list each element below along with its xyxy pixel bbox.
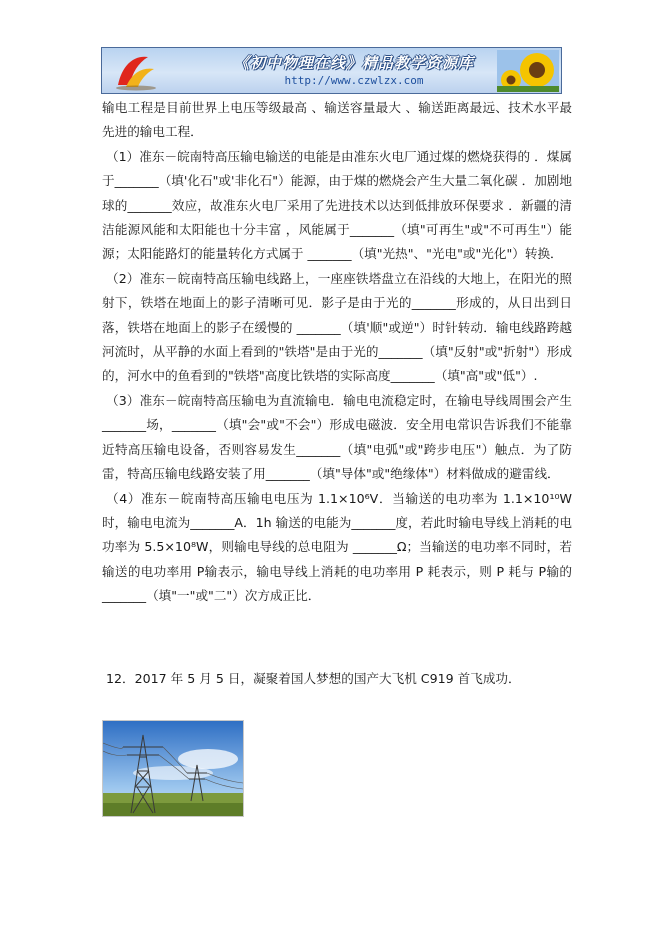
power-tower-photo xyxy=(102,720,244,817)
document-body xyxy=(102,96,572,691)
banner-title: 《初中物理在线》精品教学资源库 xyxy=(233,54,474,72)
question-2: （2）准东－皖南特高压输电线路上，一座座铁塔盘立在沿线的大地上，在阳光的照射下，铁塔在地面上的影子清晰可见．影子是由于光的_______形成的，从日出到日落，铁塔在地面上的影子在缓慢的 _______（填'顺"或逆"）时针转动．输电线路跨越河流时，从平静的水面上看到的"铁塔"是由于光的_______（填"反射"或"折射"）形成的，河水中的鱼看到的"铁塔"高度比铁塔的实际高度_______（填"高"或"低"）. xyxy=(102,270,572,384)
header-banner xyxy=(101,47,562,94)
question-1: （1）准东－皖南特高压输电输送的电能是由准东火电厂通过煤的燃烧获得的 ．煤属于_______（填'化石"或'非化石"）能源，由于煤的燃烧会产生大量二氧化碳 ．加剧地球的_______效应，故准东火电厂采用了先进技术以达到低排放环保要求 ．新疆的清洁能源风能和太阳能也十分丰富 ，风能属于_______（填"可再生"或"不可再生"）能源；太阳能路灯的能量转化方式属于 _______（填"光热"、"光电"或"光化"）转换． xyxy=(102,148,572,262)
sunflower-icon xyxy=(497,50,559,92)
question-12: 12．2017 年 5 月 5 日，凝聚着国人梦想的国产大飞机 C919 首飞成功． xyxy=(106,670,521,686)
question-4: （4）准东－皖南特高压输电电压为 1.1×10⁶V．当输送的电功率为 1.1×10¹⁰W 时，输电电流为_______A．1h 输送的电能为_______度，若此时输电导线上消耗的电功率为 5.5×10⁸W，则输电导线的总电阻为 _______Ω；当输送的电功率不同时，若输送的电功率用 P输表示，输电导线上消耗的电功率用 P 耗表示，则 P 耗与 P输的_______（填"一"或"二"）次方成正比． xyxy=(102,490,572,604)
banner-url: http://www.czwlzx.com xyxy=(284,74,424,87)
site-logo-icon xyxy=(112,51,158,91)
intro-paragraph: 输电工程是目前世界上电压等级最高 、输送容量最大 、输送距离最远、技术水平最先进的输电工程． xyxy=(102,100,572,140)
question-3: （3）准东－皖南特高压输电为直流输电．输电电流稳定时，在输电导线周围会产生_______场，_______（填"会"或"不会"）形成电磁波．安全用电常识告诉我们不能靠近特高压输电设备，否则容易发生_______（填"电弧"或"跨步电压"）触点．为了防雷，特高压输电线路安装了用_______（填"导体"或"绝缘体"）材料做成的避雷线． xyxy=(102,392,572,482)
